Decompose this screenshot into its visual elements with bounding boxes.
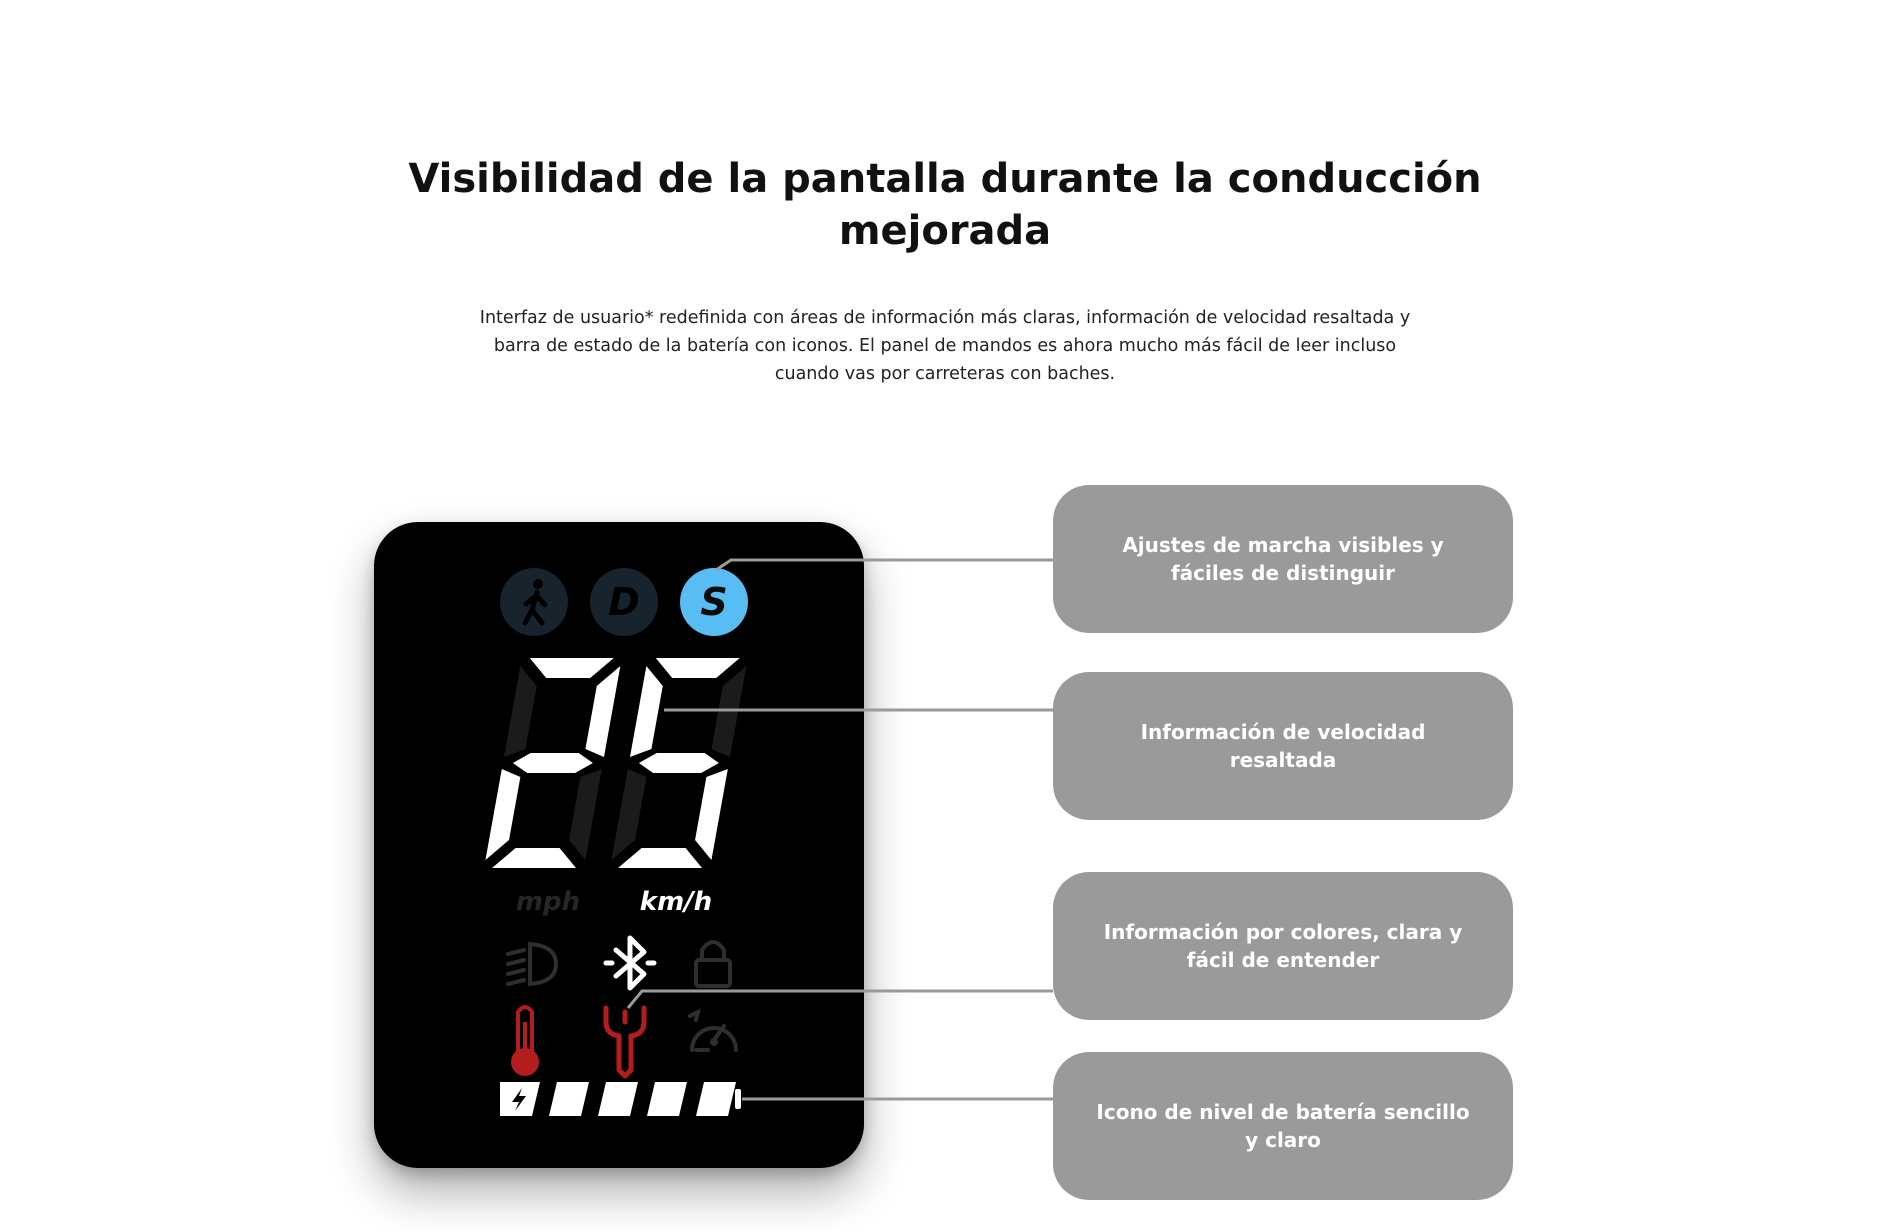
battery-charging-icon bbox=[500, 1082, 741, 1116]
speed-readout bbox=[485, 658, 746, 868]
callout-mode-settings: Ajustes de marcha visibles y fáciles de distinguir bbox=[1053, 485, 1513, 633]
bluetooth-icon bbox=[606, 938, 654, 988]
speed-digit-2-segment-g bbox=[639, 753, 719, 773]
unit-mph-label: mph bbox=[515, 887, 581, 917]
mode-d-icon: D bbox=[608, 580, 640, 624]
speed-digit-2-segment-d bbox=[618, 848, 702, 868]
battery-level-bars bbox=[500, 1082, 736, 1116]
speed-digit-2-segment-b bbox=[711, 666, 746, 757]
speedometer-icon bbox=[690, 1012, 736, 1050]
display-graphics bbox=[374, 522, 864, 1168]
page-description: Interfaz de usuario* redefinida con áreas de información más claras, información de velocidad resaltada y barra de estado de la batería con iconos. El panel de mandos es ahora mucho más fácil de leer incluso cuando vas por carreteras con baches. bbox=[479, 308, 1411, 384]
speed-digit-1-segment-g bbox=[513, 753, 593, 773]
battery-terminal bbox=[735, 1089, 741, 1109]
temperature-icon bbox=[513, 1007, 537, 1074]
speed-digit-2-segment-f bbox=[630, 666, 663, 757]
speed-digit-1-segment-d bbox=[492, 848, 576, 868]
unit-kmh-label: km/h bbox=[639, 887, 713, 917]
speed-digit-1-segment-f bbox=[504, 666, 537, 757]
battery-bar-5 bbox=[696, 1082, 736, 1116]
callout-color-info: Información por colores, clara y fácil de entender bbox=[1053, 872, 1513, 1020]
speed-digit-1-segment-b bbox=[585, 666, 620, 757]
scooter-display-panel bbox=[374, 522, 864, 1168]
page-title: Visibilidad de la pantalla durante la conducción mejorada bbox=[408, 156, 1482, 254]
speed-digit-1-segment-a bbox=[530, 658, 614, 678]
battery-bar-2 bbox=[549, 1082, 589, 1116]
callout-battery-icon: Icono de nivel de batería sencillo y claro bbox=[1053, 1052, 1513, 1200]
speed-digit-2-segment-e bbox=[611, 769, 646, 860]
mode-s-indicator bbox=[680, 568, 748, 636]
mode-d-indicator bbox=[590, 568, 658, 636]
mode-walk-indicator bbox=[500, 568, 568, 636]
callout-speed-info: Información de velocidad resaltada bbox=[1053, 672, 1513, 820]
battery-bar-4 bbox=[647, 1082, 687, 1116]
lock-icon bbox=[696, 942, 730, 986]
wrench-icon bbox=[606, 1008, 644, 1076]
speed-digit-1-segment-e bbox=[485, 769, 520, 860]
mode-s-icon: S bbox=[700, 580, 728, 624]
speed-digit-2-segment-a bbox=[656, 658, 740, 678]
battery-bar-3 bbox=[598, 1082, 638, 1116]
headlight-icon bbox=[508, 944, 556, 984]
speed-digit-2-segment-c bbox=[695, 769, 728, 860]
speed-digit-1-segment-c bbox=[569, 769, 602, 860]
